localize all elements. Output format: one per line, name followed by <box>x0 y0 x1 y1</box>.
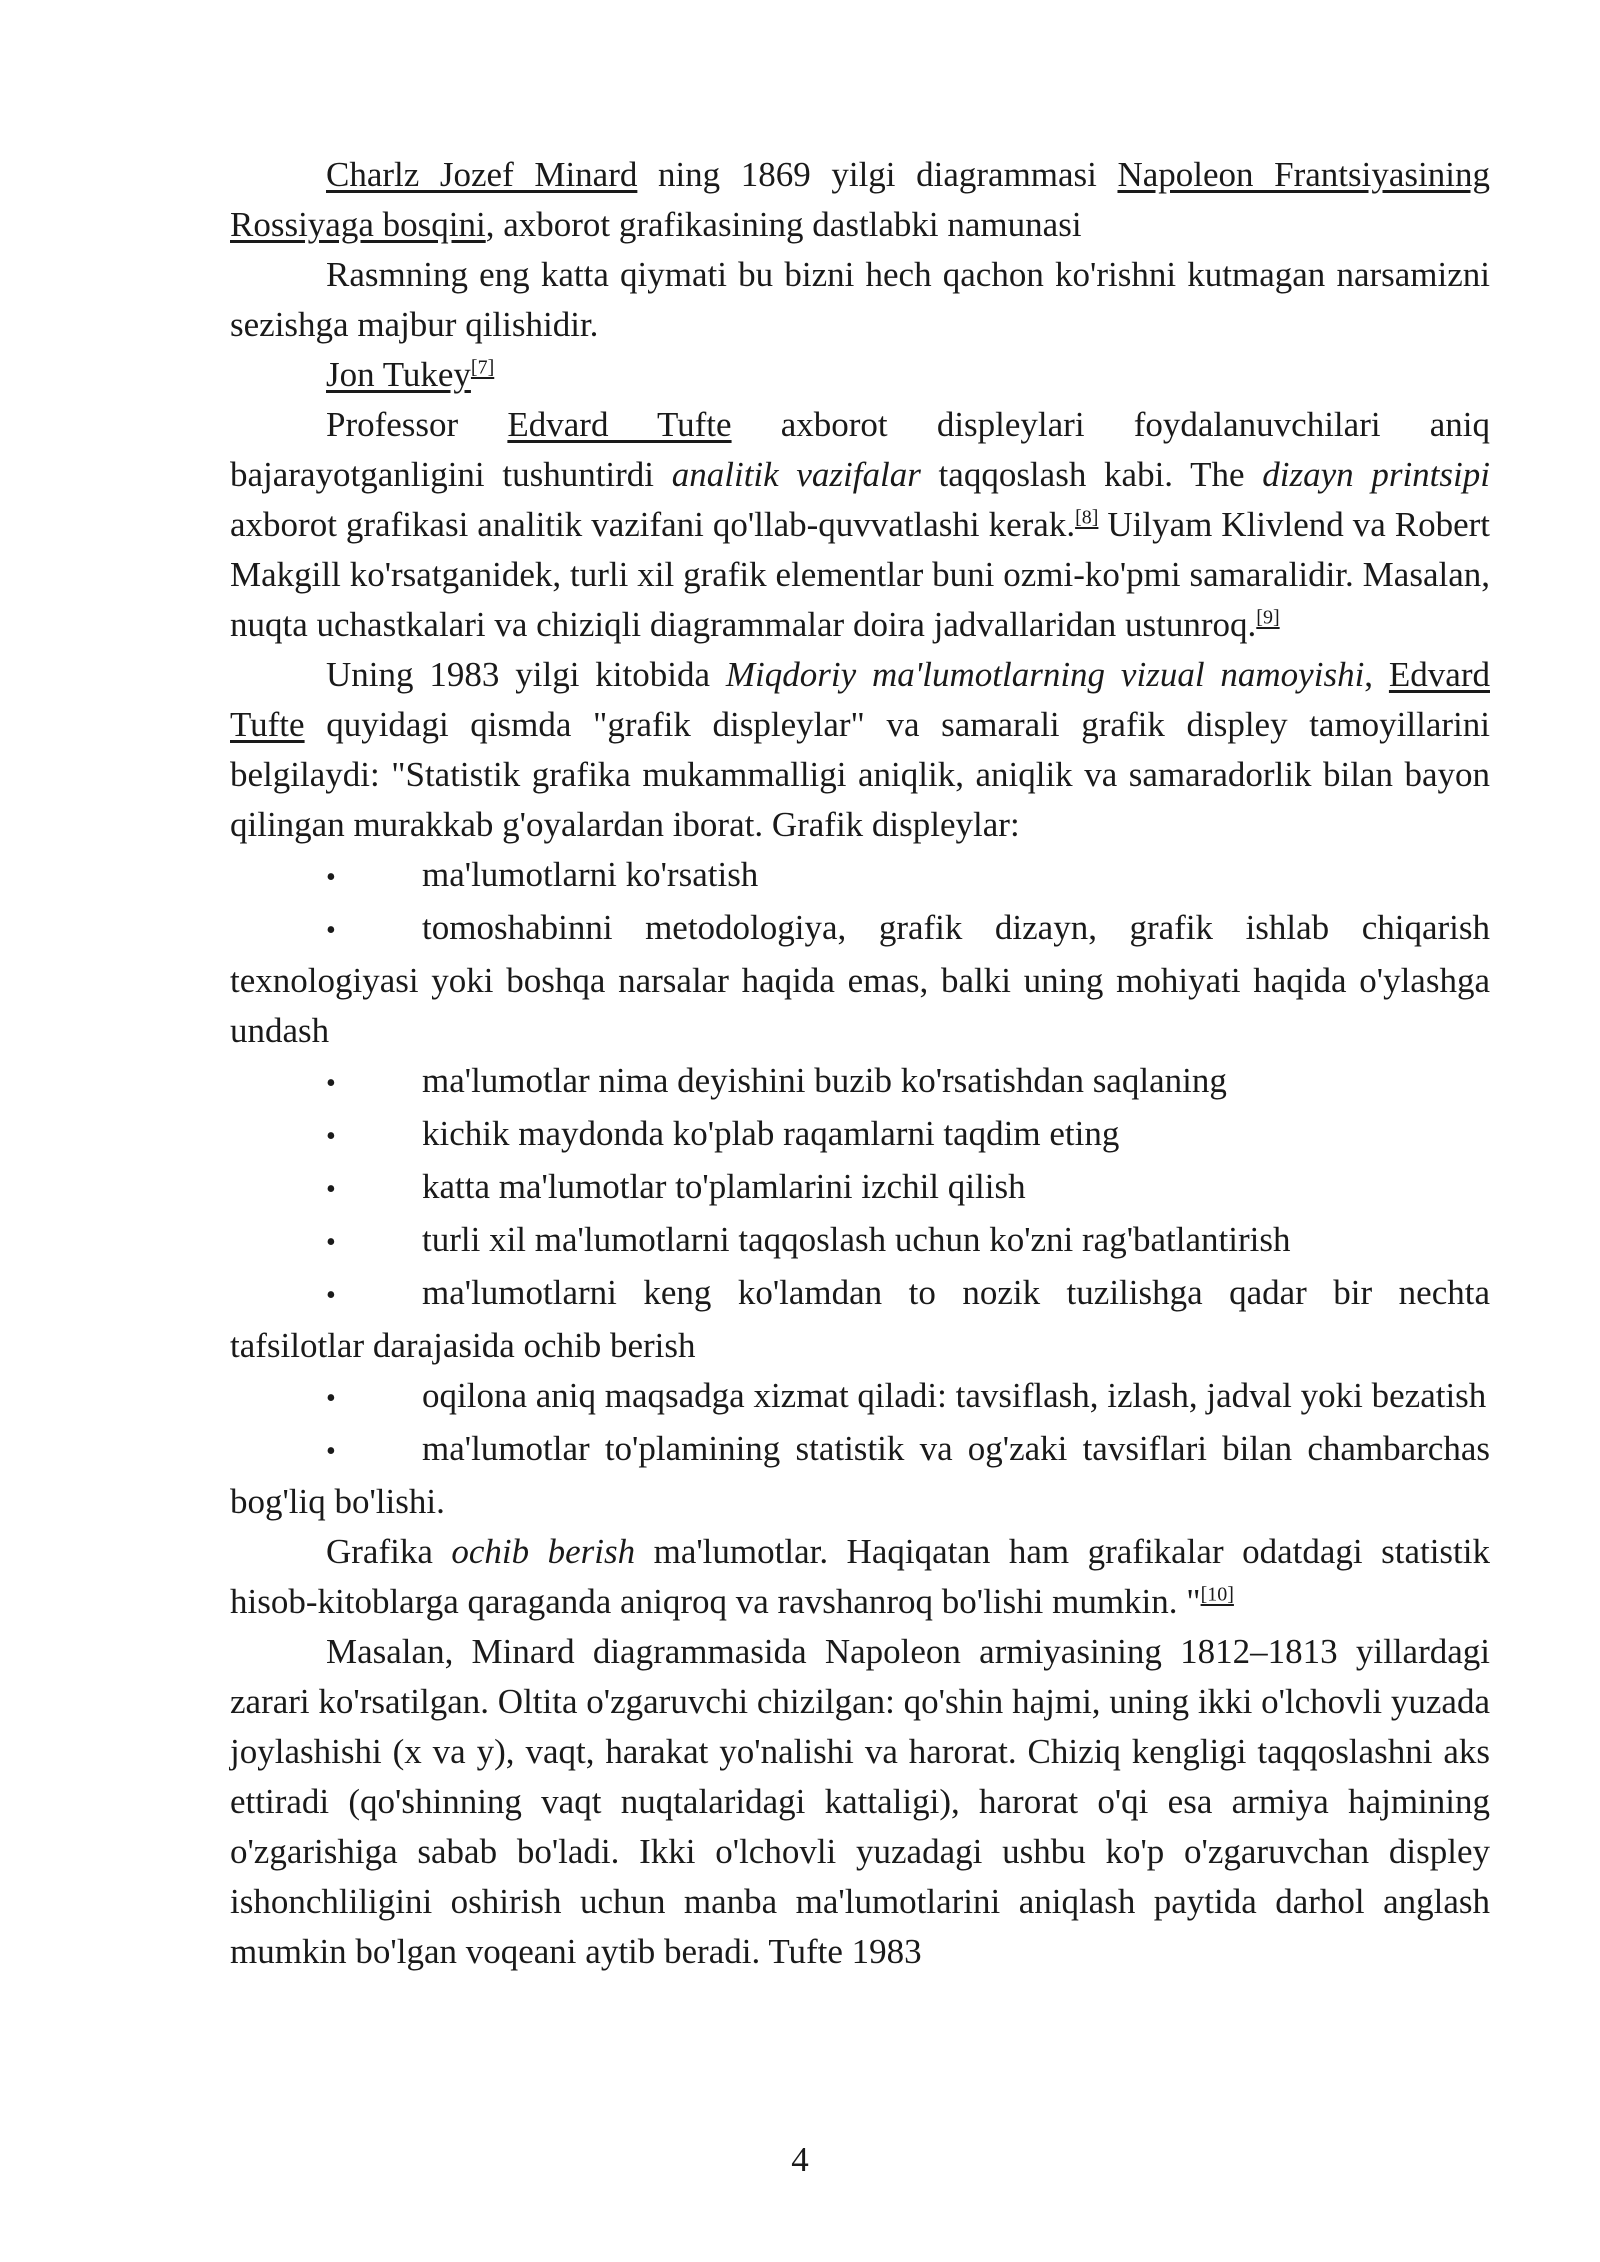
list-item <box>230 1424 1490 1527</box>
bullet-icon: • <box>326 1227 336 1258</box>
footnote-ref-9[interactable]: [9] <box>1256 606 1280 629</box>
paragraph-tufte-tasks <box>230 400 1490 650</box>
emphasis-text: Miqdoriy ma'lumotlarning vizual namoyishi <box>725 655 1365 694</box>
list-item <box>230 1109 1490 1162</box>
list-item <box>230 1268 1490 1371</box>
text-span: ning 1869 yilgi diagrammasi <box>637 155 1118 194</box>
bullet-icon: • <box>326 1068 336 1099</box>
text-span: axborot grafikasi analitik vazifani qo'llab-quvvatlashi kerak. <box>230 505 1076 544</box>
list-item-text: ma'lumotlarni keng ko'lamdan to nozik tuzilishga qadar bir nechta tafsilotlar darajasida ochib berish <box>230 1273 1490 1365</box>
text-span: ma'lumotlar. Haqiqatan ham grafikalar odatdagi statistik hisob-kitoblarga qaraganda aniqroq va ravshanroq bo'lishi mumkin. " <box>230 1532 1490 1621</box>
paragraph-attribution <box>230 350 1490 400</box>
text-span: Grafika <box>326 1532 452 1571</box>
footnote-ref-7[interactable]: [7] <box>470 356 495 379</box>
bullet-icon: • <box>326 1383 336 1414</box>
emphasis-text: ochib berish <box>451 1532 636 1571</box>
text-span: Uning 1983 yilgi kitobida <box>326 655 726 694</box>
list-item-text: katta ma'lumotlar to'plamlarini izchil qilish <box>422 1167 1026 1206</box>
bullet-icon: • <box>326 1436 336 1467</box>
text-span: , <box>1364 655 1389 694</box>
list-item-text: ma'lumotlar to'plamining statistik va og'zaki tavsiflari bilan chambarchas bog'liq bo'lishi. <box>230 1429 1490 1521</box>
list-item <box>230 1371 1490 1424</box>
text-span: axborot displeylari foydalanuvchilari aniq bajarayotganligini tushuntirdi <box>230 405 1490 494</box>
bullet-icon: • <box>326 862 336 893</box>
text-span: , axborot grafikasining dastlabki namunasi <box>485 205 1082 244</box>
paragraph-minard-example: Masalan, Minard diagrammasida Napoleon armiyasining 1812–1813 yillardagi zarari ko'rsatilgan. Oltita o'zgaruvchi chizilgan: qo'shin hajmi, uning ikki o'lchovli yuzada joylashishi (x va y), vaqt, harakat yo'nalishi va harorat. Chiziq kengligi taqqoslashni aks ettiradi (qo'shinning vaqt nuqtalaridagi kattaligi), harorat o'qi esa armiya hajmining o'zgarishiga sabab bo'ladi. Ikki o'lchovli yuzadagi ushbu ko'p o'zgaruvchan displey ishonchliligini oshirish uchun manba ma'lumotlarini aniqlash paytida darhol anglash mumkin bo'lgan voqeani aytib beradi. Tufte 1983 <box>230 1632 1490 1971</box>
link-edvard-tufte[interactable]: Edvard Tufte <box>507 405 732 444</box>
bullet-list <box>230 850 1490 1527</box>
bullet-icon: • <box>326 1280 336 1311</box>
emphasis-text: dizayn printsipi <box>1262 455 1490 494</box>
text-span: taqqoslash kabi. The <box>920 455 1263 494</box>
list-item <box>230 1215 1490 1268</box>
list-item <box>230 1056 1490 1109</box>
list-item-text: turli xil ma'lumotlarni taqqoslash uchun ko'zni rag'batlantirish <box>422 1220 1291 1259</box>
list-item-text: kichik maydonda ko'plab raqamlarni taqdim eting <box>422 1114 1120 1153</box>
text-span: Professor <box>326 405 508 444</box>
bullet-icon: • <box>326 1174 336 1205</box>
list-item-text: ma'lumotlar nima deyishini buzib ko'rsatishdan saqlaning <box>422 1061 1227 1100</box>
text-span: quyidagi qismda "grafik displeylar" va samarali grafik displey tamoyillarini belgilaydi: "Statistik grafika mukammalligi aniqlik, aniqlik va samaradorlik bilan bayon qilingan murakkab g'oyalardan iborat. Grafik displeylar: <box>230 705 1490 844</box>
list-item-text: tomoshabinni metodologiya, grafik dizayn, grafik ishlab chiqarish texnologiyasi yoki boshqa narsalar haqida emas, balki uning mohiyati haqida o'ylashga undash <box>230 908 1490 1050</box>
list-item <box>230 1162 1490 1215</box>
emphasis-text: analitik vazifalar <box>671 455 921 494</box>
footnote-ref-8[interactable]: [8] <box>1075 506 1099 529</box>
text-span: Uilyam Klivlend va Robert Makgill ko'rsatganidek, turli xil grafik elementlar buni ozmi-ko'pmi samaralidir. Masalan, nuqta uchastkalari va chiziqli diagrammalar doira jadvallaridan ustunroq. <box>230 505 1490 644</box>
link-charlz-jozef-minard[interactable]: Charlz Jozef Minard <box>326 155 638 194</box>
list-item-text: oqilona aniq maqsadga xizmat qiladi: tavsiflash, izlash, jadval yoki bezatish <box>422 1376 1487 1415</box>
paragraph-graphics-reveal <box>230 1527 1490 1627</box>
list-item-text: ma'lumotlarni ko'rsatish <box>422 855 759 894</box>
list-item <box>230 850 1490 903</box>
paragraph-quote: Rasmning eng katta qiymati bu bizni hech qachon ko'rishni kutmagan narsamizni sezishga majbur qilishidir. <box>230 255 1490 344</box>
bullet-icon: • <box>326 915 336 946</box>
document-body <box>230 150 1490 1977</box>
list-item <box>230 903 1490 1056</box>
paragraph-tufte-book <box>230 650 1490 850</box>
paragraph-minard <box>230 150 1490 250</box>
link-edvard-tufte[interactable]: Edvard Tufte <box>230 655 1490 744</box>
bullet-icon: • <box>326 1121 336 1152</box>
link-napoleon-invasion[interactable]: Napoleon Frantsiyasining Rossiyaga bosqini <box>230 155 1490 244</box>
link-jon-tukey[interactable]: Jon Tukey <box>326 355 471 394</box>
footnote-ref-10[interactable]: [10] <box>1200 1583 1234 1606</box>
page-number: 4 <box>791 2140 809 2179</box>
